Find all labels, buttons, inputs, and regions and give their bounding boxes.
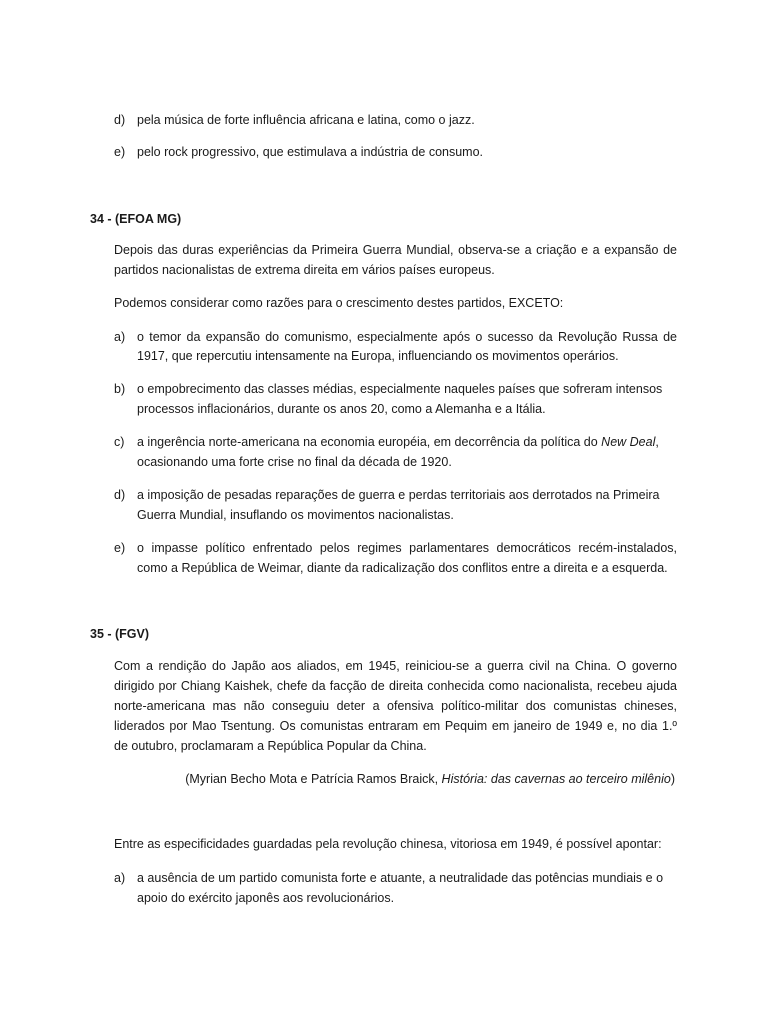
q34-option-d-line-1: a imposição de pesadas reparações de guerra e perdas territoriais aos derrotados na Primeira <box>137 488 660 502</box>
q34-option-b-line-1: o empobrecimento das classes médias, especialmente naqueles países que sofreram intensos <box>137 382 663 396</box>
q35-text-line-4: liderados por Mao Tsentung. Os comunistas entraram em Pequim em janeiro de 1949 e, no dia 1.º <box>114 719 677 733</box>
q34-option-c-label: c) <box>114 435 125 449</box>
option-e-label: e) <box>114 145 126 159</box>
q35-prompt: Entre as especificidades guardadas pela revolução chinesa, vitoriosa em 1949, é possível apontar: <box>114 837 662 851</box>
q34-option-a-label: a) <box>114 330 126 344</box>
q34-option-c-line-1 <box>137 434 659 450</box>
question-35-heading: 35 - (FGV) <box>90 627 150 641</box>
q34-option-b-line-2: processos inflacionários, durante os anos 20, como a Alemanha e a Itália. <box>137 402 546 416</box>
q35-text-line-3: norte-americana mas não conseguiu deter a ofensiva político-militar dos comunistas chineses, <box>114 699 677 713</box>
q34-option-a-line-2: 1917, que repercutiu intensamente na Europa, influenciando os movimentos operários. <box>137 349 619 363</box>
citation-title: História: das cavernas ao terceiro milênio <box>441 772 671 786</box>
q34-option-e-line-1: o impasse político enfrentado pelos regimes parlamentares democráticos recém-instalados, <box>137 541 677 555</box>
q35-text-line-1: Com a rendição do Japão aos aliados, em 1945, reiniciou-se a guerra civil na China. O governo <box>114 659 677 673</box>
q34-option-a-line-1: o temor da expansão do comunismo, especialmente após o sucesso da Revolução Russa de <box>137 330 677 344</box>
q34-option-c-line-1-end: , <box>655 435 659 449</box>
q34-intro-line-2: partidos nacionalistas de extrema direita em vários países europeus. <box>114 263 495 277</box>
q35-citation <box>185 771 675 787</box>
q34-option-e-line-2: como a República de Weimar, diante da radicalização dos conflitos entre a direita e a esquerda. <box>137 561 668 575</box>
citation-authors: (Myrian Becho Mota e Patrícia Ramos Braick, <box>185 772 442 786</box>
option-e-text: pelo rock progressivo, que estimulava a indústria de consumo. <box>137 145 484 159</box>
q34-option-d-line-2: Guerra Mundial, insuflando os movimentos nacionalistas. <box>137 508 454 522</box>
q35-option-a-label: a) <box>114 871 126 885</box>
q35-text-line-2: dirigido por Chiang Kaishek, chefe da facção de direita conhecida como nacionalista, recebeu ajuda <box>114 679 677 693</box>
q34-option-c-line-1-text: a ingerência norte-americana na economia européia, em decorrência da política do <box>137 435 602 449</box>
citation-close: ) <box>670 772 675 786</box>
q34-option-d-label: d) <box>114 488 126 502</box>
q34-option-e-label: e) <box>114 541 126 555</box>
q34-intro-line-1: Depois das duras experiências da Primeira Guerra Mundial, observa-se a criação e a expansão de <box>114 243 677 257</box>
q35-text-line-5: de outubro, proclamaram a República Popular da China. <box>114 739 427 753</box>
q34-option-b-label: b) <box>114 382 126 396</box>
q34-option-c-line-2: ocasionando uma forte crise no final da década de 1920. <box>137 455 452 469</box>
option-d-label: d) <box>114 113 126 127</box>
q35-option-a-line-1: a ausência de um partido comunista forte e atuante, a neutralidade das potências mundiais e o <box>137 871 664 885</box>
question-34-heading: 34 - (EFOA MG) <box>90 212 182 226</box>
q34-prompt: Podemos considerar como razões para o crescimento destes partidos, EXCETO: <box>114 296 564 310</box>
new-deal-italic: New Deal <box>601 435 656 449</box>
q35-option-a-line-2: apoio do exército japonês aos revolucionários. <box>137 891 395 905</box>
option-d-text: pela música de forte influência africana e latina, como o jazz. <box>137 113 475 127</box>
